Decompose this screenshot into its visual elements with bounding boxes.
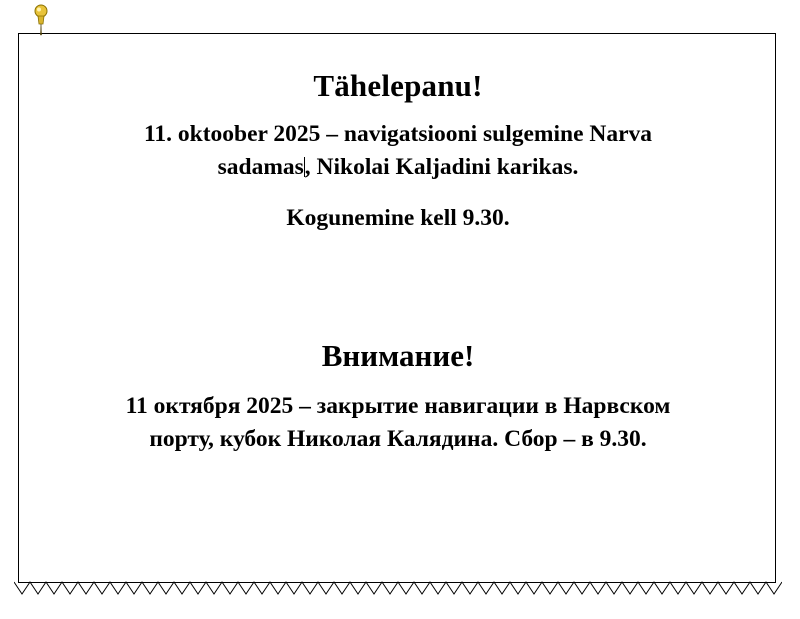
estonian-body-line-1	[19, 104, 777, 185]
note-content	[19, 34, 777, 457]
note-sheet	[18, 33, 776, 583]
estonian-line-2-part-2: , Nikolai Kaljadini karikas.	[304, 154, 579, 181]
estonian-title: Tähelepanu!	[313, 68, 483, 103]
russian-line-1: 11 октября 2025 – закрытие навигации в Нарвском	[125, 393, 671, 420]
pushpin-icon	[28, 4, 54, 38]
russian-line-2: порту, кубок Николая Калядина. Сбор – в 9.30.	[149, 426, 647, 453]
torn-edge-decoration	[14, 578, 782, 600]
estonian-line-1-text: 11. oktoober 2025 – navigatsiooni sulgemine Narva	[143, 121, 653, 147]
russian-title: Внимание!	[321, 338, 475, 374]
estonian-line-2-part-1: sadamas	[217, 154, 304, 181]
russian-body	[19, 374, 777, 457]
estonian-body-line-3: Kogunemine kell 9.30.	[286, 204, 510, 231]
